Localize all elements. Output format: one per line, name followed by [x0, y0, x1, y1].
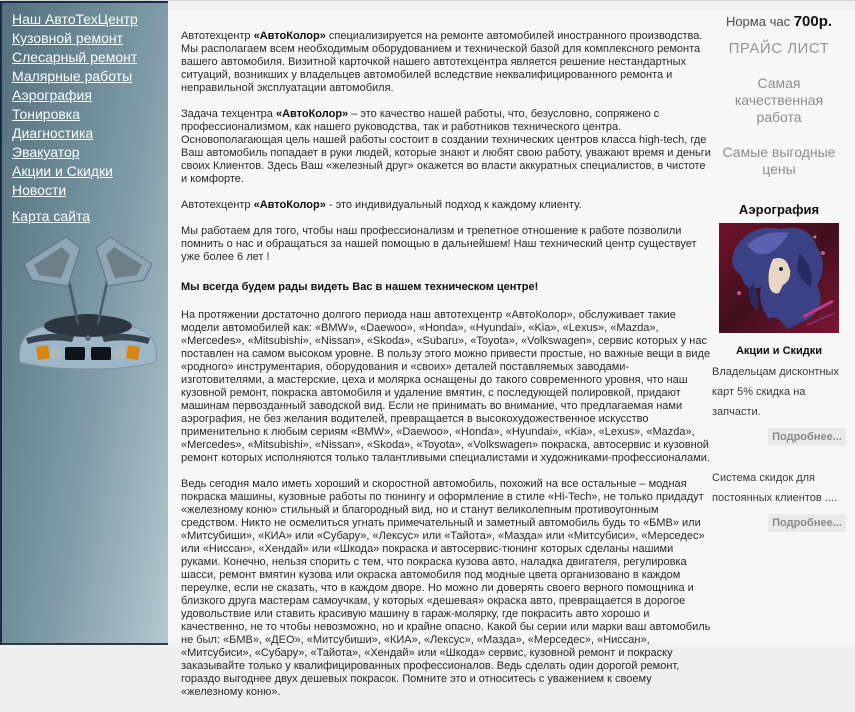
brand-name: «АвтоКолор» — [253, 199, 326, 211]
tuning-paragraph: Ведь сегодня мало иметь хороший и скоростной автомобиль, похожий на все остальные – модная покраска машины, кузовные работы по тюнингу и оформление в стиле «Hi-Tech», не только придадут «железному коню» стильный и благородный вид, но и станут великолепным противоугонным средством. Никто не осмелиться угнать примечательный и заметный автомобиль будь то «БМВ» или «Митсубиши», «КИА» или «Субару», «Лексус» или «Тайота», «Мазда» или «Митсубиси», «Мерседес» или «Ниссан», «Хендай» или «Шкода» покраска и автосервис-тюнинг которых сделаны нашими руками. Конечно, нельзя спорить с тем, что покраска кузова авто, наладка двигателя, регулировка шасси, ремонт вмятин кузова или окраска автомобиля под модные цвета организовано в каждом переулке, если не сказать, что в каждом дворе. Но можно ли доверять своего верного помощника и близкого друга мастерам самоучкам, у которых «дешевая» окраска авто, превращается в дорогое удовольствие или ставить красивую машину в гараж-молярку, где покрасить авто хорошо и качественно, не то чтобы невозможно, но и крайне опасно. Какой бы серии или марки ваш автомобиль не был: «БМВ», «ДЕО», «Митсубиши», «КИА», «Лексус», «Мазда», «Мерседес», «Ниссан», «Митсубиси», «Субару», «Тайота», «Хендай» или «Шкода» сервис, кузовной ремонт и покраску заказывайте только у квалифицированных профессионалов. Ведь сделать один дорогой ремонт, гораздо выгоднее двух дешевых покрасок. Помните это и относитесь с уважением к своему «железному коню». — [181, 478, 711, 698]
quality-slogan: Самая качественная работа — [734, 75, 824, 125]
sidebar-item-akcii-i-skidki[interactable]: Акции и Скидки — [12, 163, 113, 179]
price-list-link[interactable]: ПРАЙС ЛИСТ — [728, 40, 830, 57]
promo-title: Акции и Скидки — [735, 345, 823, 357]
text-segment: Задача техцентра — [181, 108, 276, 120]
hour-rate-label: Норма час — [725, 14, 794, 29]
loyalty-discount-text: Система скидок для постоянных клиентов .... — [712, 472, 838, 504]
sidebar-item-karta-sayta[interactable]: Карта сайта — [12, 208, 90, 224]
individual-approach-paragraph — [181, 199, 712, 212]
sidebar-item-nash-avtotehcentr[interactable]: Наш АвтоТехЦентр — [12, 11, 138, 27]
welcome-banner: Мы всегда будем рады видеть Вас в нашем техническом центре! — [181, 281, 539, 293]
sidebar-item-malyarnye-raboty[interactable]: Малярные работы — [12, 68, 133, 84]
hour-rate-value: 700р. — [793, 13, 833, 30]
sidebar-item-tonirovka[interactable]: Тонировка — [12, 106, 81, 122]
sidebar-item-kuzovnoy-remont[interactable]: Кузовной ремонт — [12, 30, 123, 46]
best-price-slogan: Самые выгодные цены — [722, 144, 836, 177]
sidebar-nav — [12, 10, 168, 226]
aerography-title: Аэрография — [738, 202, 820, 217]
right-column — [712, 13, 846, 532]
experience-paragraph: Мы работаем для того, чтобы наш профессионализм и трепетное отношение к работе позволили помнить о нас и обращаться за нашей помощью в дальнейшем! Наш технический центр существует уже более 6 лет ! — [181, 225, 697, 263]
car-illustration — [12, 234, 164, 372]
mission-paragraph — [181, 108, 712, 186]
text-segment: - это индивидуальный подход к каждому клиенту. — [325, 199, 582, 211]
text-segment: специализируется на ремонте автомобилей иностранного производства. Мы располагаем всем необходимым оборудованием и технической базой для комплексного ремонта вашего автомобиля. Визитной карточкой нашего автотехцентра является решение нестандартных ситуаций, возникших у владельцев автомобилей вследствие неквалифицированного ремонта и неправильной эксплуатации автомобиля. — [181, 30, 703, 94]
sidebar-item-aerografiya[interactable]: Аэрография — [12, 87, 92, 103]
text-segment: – это качество нашей работы, что, безусловно, сопряжено с профессионализмом, как нашего руководства, так и работников технического центра. Основополагающая цель нашей работы состоит в создании технических центров класса high-tech, где Ваш автомобиль попадает в руки людей, которые знают и любят свою работу, уважают время и деньги своих Клиентов. Здесь Ваш «железный друг» окажется во власти аккуратных специалистов, в чистоте и комфорте. — [181, 108, 711, 185]
more-button-discount[interactable]: Подробнее... — [768, 428, 846, 446]
more-button-loyalty[interactable]: Подробнее... — [768, 514, 846, 532]
text-segment: Автотехцентр — [181, 30, 254, 42]
hour-rate — [712, 13, 846, 30]
aerography-sample-image — [719, 223, 839, 333]
sidebar — [0, 1, 168, 645]
main-content — [181, 30, 712, 712]
concept-car-image — [12, 234, 164, 377]
sidebar-item-novosti[interactable]: Новости — [12, 182, 67, 198]
text-segment: Автотехцентр — [181, 199, 254, 211]
intro-paragraph — [181, 30, 712, 95]
sidebar-item-evakuator[interactable]: Эвакуатор — [12, 144, 80, 160]
brands-service-paragraph: На протяжении достаточно долгого периода наш автотехцентр «АвтоКолор», обслуживает такие модели автомобилей как: «BMW», «Daewoo», «Honda», «Hyundai», «Kia», «Lexus», «Mazda», «Mercedes», «Mitsubishi», «Nissan», «Skoda», «Subaru», «Toyota», «Volkswagen», сервис которых у нас поставлен на самом высоком уровне. В пользу этого можно привести простые, но важные вещи в виде «родного» инструментария, оборудования и «своих» деталей поставляемых заводами-изготовителями, а мастерские, цеха и молярка оснащены до такого современного уровня, что наш кузовной ремонт, покраска автомобиля и удаление вмятин, с последующей полировкой, придают машинам первозданный заводской вид. Если не принимать во внимание, что предлагаемая нами аэрография, не без желания водителей, превращается в высокохудожественное искусство применительно к любым сериям «BMW», «Daewoo», «Honda», «Hyundai», «Kia», «Lexus», «Mazda», «Mercedes», «Mitsubishi», «Nissan», «Skoda», «Toyota», «Volkswagen» покраска, автосервис и кузовной ремонт которых исполняются только талантливыми специалистами и художниками-профессионалами. — [181, 309, 711, 464]
brand-name: «АвтоКолор» — [275, 108, 349, 120]
discount-card-text: Владельцам дисконтных карт 5% скидка на запчасти. — [712, 366, 839, 418]
brand-name: «АвтоКолор» — [253, 30, 326, 42]
sidebar-item-slesarny-remont[interactable]: Слесарный ремонт — [12, 49, 138, 65]
sidebar-item-diagnostika[interactable]: Диагностика — [12, 125, 94, 141]
